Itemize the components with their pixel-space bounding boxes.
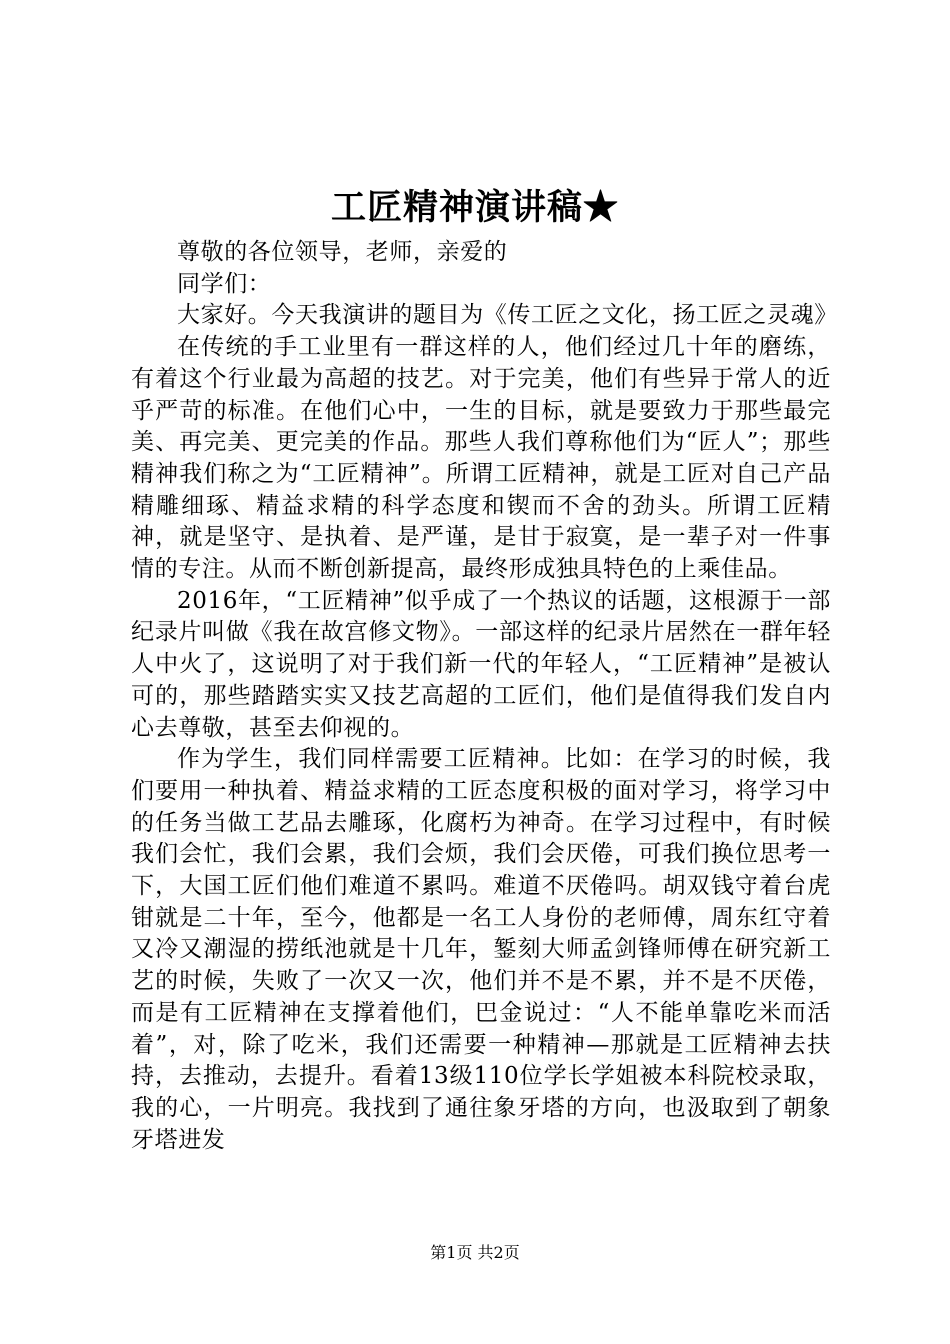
paragraph-craftsman-definition: 在传统的手工业里有一群这样的人，他们经过几十年的磨练，有着这个行业最为高超的技艺。对于完美，他们有些异于常人的近乎严苛的标准。在他们心中，一生的目标，就是要致力于那些最完美、再完美、更完美的作品。那些人我们尊称他们为“匠人”；那些精神我们称之为“工匠精神”。所谓工匠精神，就是工匠对自己产品精雕细琢、精益求精的科学态度和锲而不舍的劲头。所谓工匠精神，就是坚守、是执着、是严谨，是甘于寂寞，是一辈子对一件事情的专注。从而不断创新提高，最终形成独具特色的上乘佳品。 <box>131 334 831 583</box>
paragraph-greeting-2: 同学们： <box>177 270 272 297</box>
page-footer: 第1页 共2页 <box>430 1243 520 1262</box>
document-title: 工匠精神演讲稿★ <box>330 187 619 228</box>
paragraph-intro: 大家好。今天我演讲的题目为《传工匠之文化，扬工匠之灵魂》 <box>177 302 838 329</box>
document-body <box>131 237 838 1156</box>
paragraph-2016-documentary: 2016年，“工匠精神”似乎成了一个热议的话题，这根源于一部纪录片叫做《我在故宫修文物》。一部这样的纪录片居然在一群年轻人中火了，这说明了对于我们新一代的年轻人，“工匠精神”是被认可的，那些踏踏实实又技艺高超的工匠们，他们是值得我们发自内心去尊敬，甚至去仰视的。 <box>131 587 831 741</box>
paragraph-students: 作为学生，我们同样需要工匠精神。比如：在学习的时候，我们要用一种执着、精益求精的工匠态度积极的面对学习，将学习中的任务当做工艺品去雕琢，化腐朽为神奇。在学习过程中，有时候我们会忙，我们会累，我们会烦，我们会厌倦，可我们换位思考一下，大国工匠们他们难道不累吗。难道不厌倦吗。胡双钱守着台虎钳就是二十年，至今，他都是一名工人身份的老师傅，周东红守着又冷又潮湿的捞纸池就是十几年，錾刻大师孟剑锋师傅在研究新工艺的时候，失败了一次又一次，他们并不是不累，并不是不厌倦，而是有工匠精神在支撑着他们，巴金说过：“人不能单靠吃米而活着”，对，除了吃米，我们还需要一种精神—那就是工匠精神去扶持，去推动，去提升。看着13级110位学长学姐被本科院校录取，我的心，一片明亮。我找到了通往象牙塔的方向，也汲取到了朝象牙塔进发 <box>131 746 831 1153</box>
paragraph-greeting-1: 尊敬的各位领导，老师，亲爱的 <box>177 239 508 265</box>
